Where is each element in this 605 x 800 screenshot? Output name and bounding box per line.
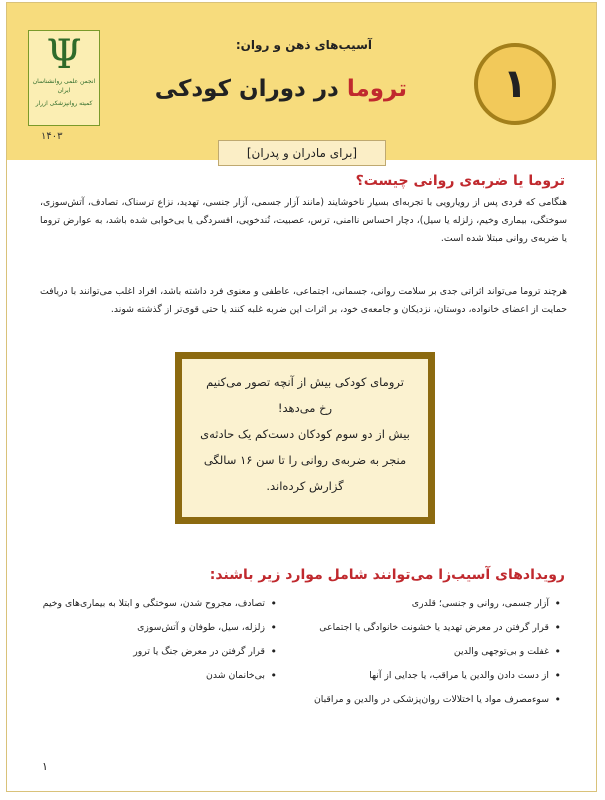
intro-paragraph: هنگامی که فردی پس از رویارویی با تجربه‌ای بسیار ناخوشایند (مانند آزار جسمی، آزار جنسی، تهدید، نزاع ترسناک، تصادف، آتش‌سوزی، سوختگی، بیماری وخیم، زلزله یا سیل)، دچار احساس ناامنی، ترس، عصبیت، تُندخویی، افسردگی یا بی‌خوابی شده باشد، به عوارض تروما یا ضربه‌ی روانی مبتلا شده است. [40,197,567,244]
callout-line-1: ترومای کودکی بیش از آنچه تصور می‌کنیم [206,375,404,389]
list-item: • غفلت و بی‌توجهی والدین [301,644,561,668]
support-paragraph: هرچند تروما می‌تواند اثراتی جدی بر سلامت روانی، جسمانی، اجتماعی، عاطفی و معنوی فرد داشته باشد، افراد اغلب می‌توانند با دریافت حمایت از اعضای خانواده، دوستان، نزدیکان و جامعه‌ی خود، بر اثرات این ضربه غلبه کنند یا حتی قوی‌تر از گذشته شوند. [40,286,567,315]
page-subtitle: آسیب‌های ذهن و روان: [235,38,372,52]
section-heading-what-is-trauma: تروما یا ضربه‌ی روانی چیست؟ [355,173,565,189]
list-item: • بی‌خانمان شدن [32,668,277,692]
list-item: • قرار گرفتن در معرض تهدید یا خشونت خانوادگی یا اجتماعی [301,620,561,644]
list-item: • تصادف، مجروح شدن، سوختگی و ابتلا به بیماری‌های وخیم [32,596,277,620]
callout-line-5: گزارش کرده‌اند. [266,479,344,493]
callout-line-4: منجر به ضربه‌ی روانی را تا سن ۱۶ سالگی [203,453,407,467]
list-item: • آزار جسمی، روانی و جنسی؛ قلدری [301,596,561,620]
logo-text-line-1: انجمن علمی روانشناسان ایران [32,78,96,94]
callout-box [175,352,435,524]
events-list-left [32,596,277,692]
page-number: ۱ [42,760,48,773]
association-logo [28,30,100,126]
title-accent: تروما [346,76,407,102]
callout-line-2: رخ می‌دهد! [277,401,333,415]
issue-number-badge: ۱ [474,43,556,125]
logo-text-line-2: کمیته روانپزشکی ازرار [35,100,93,107]
title-rest: در دوران کودکی [154,76,347,102]
page-title [155,76,407,102]
audience-label: [برای مادران و پدران] [218,140,386,166]
list-item: • قرار گرفتن در معرض جنگ یا ترور [32,644,277,668]
events-list-right [301,596,561,716]
logo-year: ۱۴۰۳ [41,131,63,142]
psi-logo-icon: Ψ [46,32,82,78]
list-item: • سوء‌مصرف مواد یا اختلالات روان‌پزشکی در والدین و مراقبان [301,692,561,716]
list-item: • از دست دادن والدین یا مراقب، یا جدایی از آنها [301,668,561,692]
callout-line-3: بیش از دو سوم کودکان دست‌کم یک حادثه‌ی [200,427,410,441]
list-item: • زلزله، سیل، طوفان و آتش‌سوزی [32,620,277,644]
section-heading-traumatic-events: رویدادهای آسیب‌زا می‌توانند شامل موارد زیر باشند: [209,567,565,583]
